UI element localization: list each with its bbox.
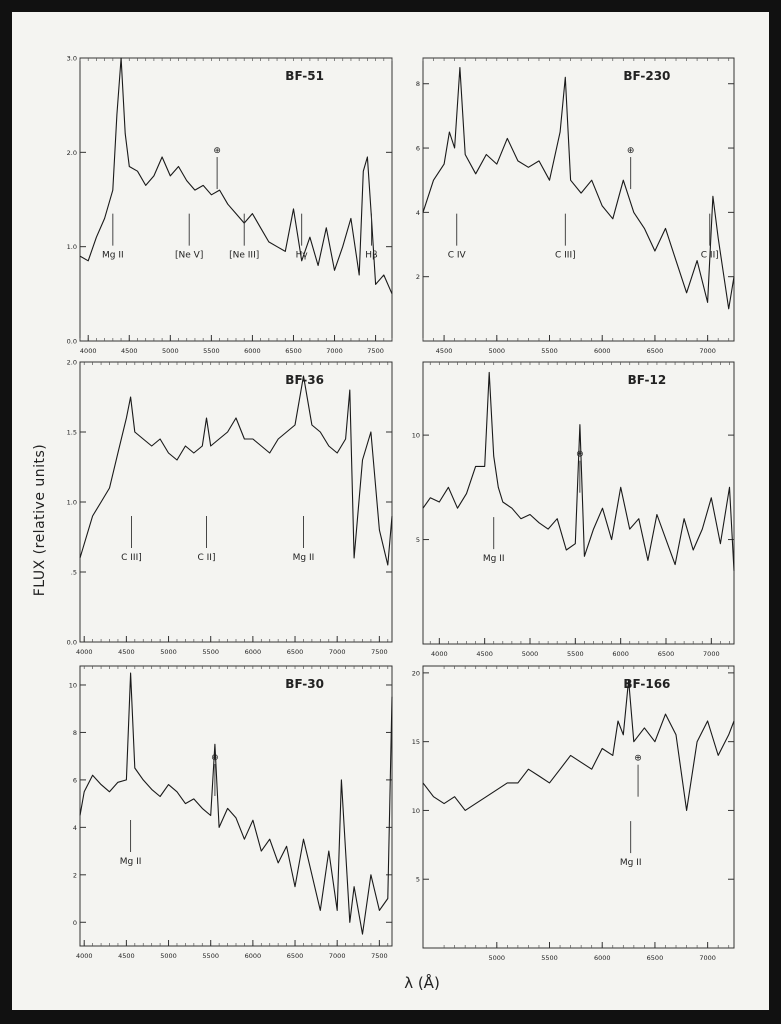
- y-tick-label: 1.0: [66, 498, 77, 507]
- y-tick-label: 2: [72, 871, 77, 880]
- x-tick-label: 5500: [202, 952, 219, 960]
- y-tick-label: 8: [415, 80, 420, 89]
- y-tick-label: 0: [72, 918, 77, 927]
- x-tick-label: 5000: [488, 347, 506, 355]
- x-tick-label: 6000: [593, 954, 611, 962]
- panel-title: BF-230: [623, 69, 671, 83]
- x-tick-label: 7500: [371, 648, 388, 656]
- x-tick-label: 4000: [75, 952, 93, 960]
- y-tick-label: 4: [415, 208, 420, 217]
- spectrum-line: [423, 372, 734, 571]
- y-tick-label: .5: [70, 568, 77, 577]
- x-tick-label: 6500: [646, 347, 664, 355]
- y-tick-label: 20: [411, 669, 420, 678]
- spectrum-line: [423, 68, 734, 309]
- y-tick-label: 0.0: [66, 337, 77, 346]
- x-tick-label: 4500: [120, 347, 138, 355]
- annotation-label: [Ne V]: [175, 250, 204, 261]
- x-tick-label: 7000: [326, 347, 343, 355]
- annotation-label: Mg II: [102, 250, 124, 261]
- x-tick-label: 6500: [285, 347, 302, 355]
- annotation-label: ⊕: [634, 753, 642, 764]
- y-tick-label: 0.0: [66, 638, 77, 647]
- panel-title: BF-30: [285, 677, 324, 691]
- y-tick-label: 2.0: [66, 148, 77, 157]
- y-tick-label: 10: [68, 681, 77, 690]
- x-tick-label: 4500: [476, 650, 493, 658]
- annotation-label: C II]: [700, 250, 719, 261]
- spectrum-line: [423, 680, 734, 811]
- x-tick-label: 6500: [286, 952, 304, 960]
- x-tick-label: 5000: [521, 650, 539, 658]
- y-tick-label: 2: [415, 273, 420, 282]
- plot-frame: [423, 58, 734, 341]
- y-tick-label: 2.0: [66, 358, 77, 367]
- figure-canvas: [12, 12, 769, 1010]
- panel-5: [69, 666, 392, 960]
- annotation-label: ⊕: [576, 449, 584, 460]
- x-tick-label: 7000: [699, 347, 716, 355]
- annotation-label: Mg II: [292, 553, 315, 563]
- y-tick-label: 10: [411, 431, 420, 440]
- annotation-label: C III]: [121, 553, 142, 563]
- x-tick-label: 6000: [612, 650, 629, 658]
- x-tick-label: 5500: [567, 650, 584, 658]
- panel-4: [412, 362, 734, 658]
- panel-title: BF-51: [285, 69, 324, 83]
- x-tick-label: 5500: [202, 648, 219, 656]
- annotation-label: C IV: [447, 250, 466, 261]
- y-tick-label: 3.0: [66, 54, 77, 63]
- x-tick-label: 7000: [699, 954, 716, 962]
- panel-3: [67, 359, 392, 657]
- panel-6: [412, 666, 734, 962]
- y-tick-label: 4: [72, 823, 77, 832]
- x-tick-label: 7500: [371, 952, 388, 960]
- x-tick-label: 7000: [703, 650, 720, 658]
- panel-2: [416, 58, 734, 355]
- x-tick-label: 6000: [593, 347, 611, 355]
- x-tick-label: 5500: [541, 954, 558, 962]
- annotation-label: Mg II: [482, 554, 505, 565]
- annotation-label: ⊕: [626, 146, 635, 157]
- x-tick-label: 5000: [162, 347, 179, 355]
- x-tick-label: 6500: [286, 648, 304, 656]
- y-tick-label: 10: [411, 806, 420, 815]
- x-tick-label: 4500: [435, 347, 453, 355]
- annotation-label: Hβ: [365, 250, 378, 261]
- figure-y-axis-label: FLUX (relative units): [32, 443, 48, 597]
- annotation-label: ⊕: [213, 146, 221, 157]
- x-tick-label: 6000: [244, 648, 262, 656]
- y-tick-label: 5: [415, 875, 420, 884]
- plot-frame: [80, 362, 392, 642]
- x-tick-label: 6500: [657, 650, 675, 658]
- panel-title: BF-12: [627, 373, 667, 387]
- y-tick-label: 1.0: [66, 243, 77, 252]
- panel-1: [67, 55, 392, 356]
- annotation-label: Hγ: [295, 250, 308, 261]
- x-tick-label: 7000: [328, 952, 346, 960]
- y-tick-label: 15: [411, 738, 420, 747]
- x-tick-label: 5500: [541, 347, 558, 355]
- x-tick-label: 5500: [203, 347, 220, 355]
- x-tick-label: 4000: [75, 648, 93, 656]
- annotation-label: ⊕: [211, 753, 219, 763]
- annotation-label: Mg II: [619, 858, 642, 869]
- x-tick-label: 5000: [160, 952, 177, 960]
- annotation-label: [Ne III]: [229, 250, 260, 261]
- x-tick-label: 4000: [431, 650, 448, 658]
- figure-x-axis-label: λ (Å): [404, 974, 440, 992]
- plot-frame: [423, 362, 734, 644]
- x-tick-label: 4000: [79, 347, 97, 355]
- x-tick-label: 5000: [160, 648, 177, 656]
- spectrum-line: [80, 673, 392, 934]
- y-tick-label: 6: [72, 776, 77, 785]
- x-tick-label: 4500: [118, 952, 135, 960]
- y-tick-label: 5: [415, 536, 420, 545]
- y-tick-label: 6: [415, 144, 420, 153]
- panel-title: BF-36: [285, 373, 324, 387]
- spectrum-line: [80, 376, 392, 565]
- x-tick-label: 7500: [367, 347, 384, 355]
- figure-slide: [12, 12, 769, 1010]
- x-tick-label: 6500: [646, 954, 664, 962]
- plot-frame: [80, 666, 392, 946]
- x-tick-label: 6000: [244, 952, 262, 960]
- plot-frame: [80, 58, 392, 341]
- annotation-label: C II]: [197, 553, 216, 563]
- y-tick-label: 8: [72, 728, 77, 737]
- x-tick-label: 7000: [328, 648, 346, 656]
- panel-title: BF-166: [623, 677, 671, 691]
- x-tick-label: 5000: [488, 954, 506, 962]
- x-tick-label: 6000: [244, 347, 261, 355]
- x-tick-label: 4500: [118, 648, 135, 656]
- y-tick-label: 1.5: [66, 428, 77, 437]
- annotation-label: C III]: [555, 250, 576, 261]
- annotation-label: Mg II: [119, 857, 142, 867]
